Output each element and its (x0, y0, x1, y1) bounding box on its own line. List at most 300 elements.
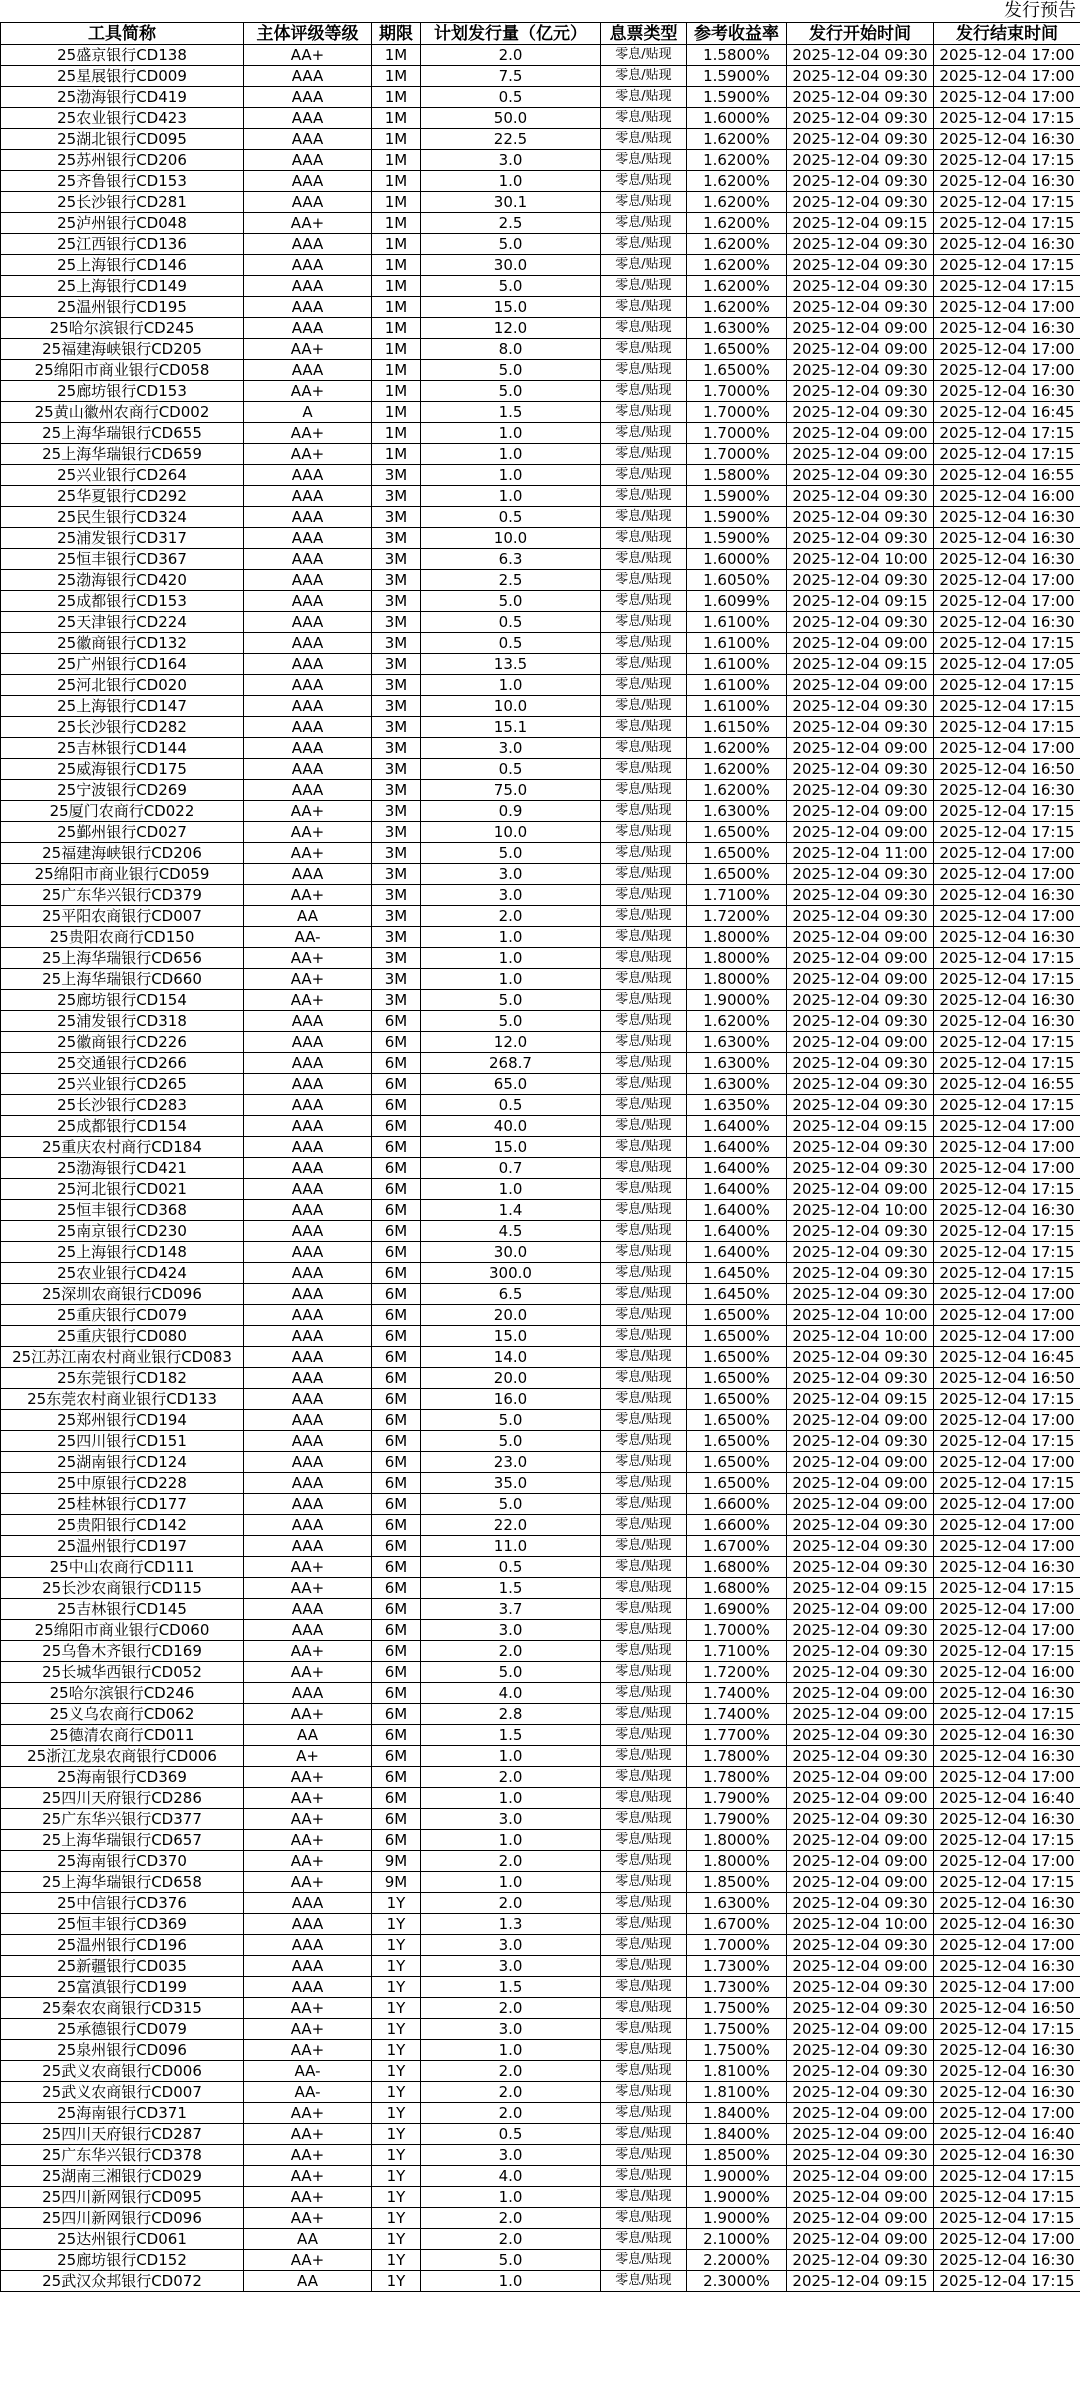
term-cell: 6M (372, 1704, 421, 1725)
yield-cell: 1.6600% (687, 1494, 787, 1515)
start-time-cell: 2025-12-04 09:30 (787, 171, 934, 192)
yield-cell: 1.7000% (687, 1935, 787, 1956)
yield-cell: 1.6500% (687, 1410, 787, 1431)
amount-cell: 10.0 (421, 822, 601, 843)
table-row (1, 192, 1080, 213)
instrument-cell: 25湖南三湘银行CD029 (1, 2166, 244, 2187)
instrument-cell: 25吉林银行CD144 (1, 738, 244, 759)
instrument-cell: 25长沙银行CD282 (1, 717, 244, 738)
instrument-cell: 25深圳农商银行CD096 (1, 1284, 244, 1305)
coupon-type-cell: 零息/贴现 (601, 2271, 687, 2292)
end-time-cell: 2025-12-04 17:15 (934, 696, 1080, 717)
amount-cell: 1.5 (421, 1725, 601, 1746)
instrument-cell: 25绵阳市商业银行CD060 (1, 1620, 244, 1641)
amount-cell: 20.0 (421, 1368, 601, 1389)
yield-cell: 1.6099% (687, 591, 787, 612)
end-time-cell: 2025-12-04 17:15 (934, 2271, 1080, 2292)
table-row (1, 1977, 1080, 1998)
end-time-cell: 2025-12-04 17:00 (934, 66, 1080, 87)
coupon-type-cell: 零息/贴现 (601, 444, 687, 465)
coupon-type-cell: 零息/贴现 (601, 843, 687, 864)
start-time-cell: 2025-12-04 09:30 (787, 2082, 934, 2103)
instrument-cell: 25四川新网银行CD095 (1, 2187, 244, 2208)
start-time-cell: 2025-12-04 09:30 (787, 1368, 934, 1389)
end-time-cell: 2025-12-04 17:15 (934, 1179, 1080, 1200)
amount-cell: 22.5 (421, 129, 601, 150)
instrument-cell: 25上海华瑞银行CD658 (1, 1872, 244, 1893)
amount-cell: 2.0 (421, 45, 601, 66)
instrument-cell: 25成都银行CD154 (1, 1116, 244, 1137)
yield-cell: 1.6200% (687, 297, 787, 318)
end-time-cell: 2025-12-04 16:30 (934, 381, 1080, 402)
header-end-time: 发行结束时间 (934, 23, 1080, 45)
start-time-cell: 2025-12-04 09:00 (787, 1473, 934, 1494)
coupon-type-cell: 零息/贴现 (601, 990, 687, 1011)
term-cell: 3M (372, 612, 421, 633)
rating-cell: AAA (244, 1158, 372, 1179)
end-time-cell: 2025-12-04 17:00 (934, 570, 1080, 591)
amount-cell: 5.0 (421, 360, 601, 381)
instrument-cell: 25温州银行CD197 (1, 1536, 244, 1557)
coupon-type-cell: 零息/贴现 (601, 1431, 687, 1452)
table-row (1, 1809, 1080, 1830)
yield-cell: 1.6400% (687, 1179, 787, 1200)
coupon-type-cell: 零息/贴现 (601, 171, 687, 192)
table-row (1, 45, 1080, 66)
rating-cell: AA+ (244, 822, 372, 843)
table-row (1, 1200, 1080, 1221)
table-row (1, 1095, 1080, 1116)
start-time-cell: 2025-12-04 09:00 (787, 1452, 934, 1473)
coupon-type-cell: 零息/贴现 (601, 1767, 687, 1788)
end-time-cell: 2025-12-04 17:00 (934, 45, 1080, 66)
end-time-cell: 2025-12-04 16:00 (934, 1662, 1080, 1683)
coupon-type-cell: 零息/贴现 (601, 1347, 687, 1368)
instrument-cell: 25廊坊银行CD152 (1, 2250, 244, 2271)
rating-cell: AAA (244, 1263, 372, 1284)
yield-cell: 1.6200% (687, 129, 787, 150)
coupon-type-cell: 零息/贴现 (601, 87, 687, 108)
end-time-cell: 2025-12-04 16:55 (934, 1074, 1080, 1095)
table-row (1, 2250, 1080, 2271)
term-cell: 1Y (372, 2103, 421, 2124)
coupon-type-cell: 零息/贴现 (601, 822, 687, 843)
instrument-cell: 25上海银行CD147 (1, 696, 244, 717)
term-cell: 6M (372, 1221, 421, 1242)
term-cell: 3M (372, 549, 421, 570)
rating-cell: AA- (244, 2082, 372, 2103)
end-time-cell: 2025-12-04 17:00 (934, 2229, 1080, 2250)
end-time-cell: 2025-12-04 16:30 (934, 2145, 1080, 2166)
table-row (1, 66, 1080, 87)
coupon-type-cell: 零息/贴现 (601, 864, 687, 885)
amount-cell: 5.0 (421, 2250, 601, 2271)
instrument-cell: 25哈尔滨银行CD246 (1, 1683, 244, 1704)
table-row (1, 1935, 1080, 1956)
amount-cell: 2.0 (421, 1893, 601, 1914)
table-row (1, 1011, 1080, 1032)
coupon-type-cell: 零息/贴现 (601, 1914, 687, 1935)
coupon-type-cell: 零息/贴现 (601, 2229, 687, 2250)
rating-cell: AAA (244, 486, 372, 507)
instrument-cell: 25桂林银行CD177 (1, 1494, 244, 1515)
start-time-cell: 2025-12-04 09:30 (787, 255, 934, 276)
coupon-type-cell: 零息/贴现 (601, 780, 687, 801)
end-time-cell: 2025-12-04 17:00 (934, 2103, 1080, 2124)
amount-cell: 0.7 (421, 1158, 601, 1179)
yield-cell: 1.7100% (687, 885, 787, 906)
rating-cell: AAA (244, 360, 372, 381)
yield-cell: 1.7400% (687, 1704, 787, 1725)
term-cell: 1M (372, 297, 421, 318)
table-row (1, 801, 1080, 822)
rating-cell: AA+ (244, 1998, 372, 2019)
end-time-cell: 2025-12-04 17:15 (934, 948, 1080, 969)
term-cell: 1Y (372, 2124, 421, 2145)
start-time-cell: 2025-12-04 09:30 (787, 1893, 934, 1914)
term-cell: 3M (372, 528, 421, 549)
amount-cell: 5.0 (421, 1431, 601, 1452)
amount-cell: 14.0 (421, 1347, 601, 1368)
yield-cell: 1.6500% (687, 822, 787, 843)
term-cell: 1Y (372, 2145, 421, 2166)
end-time-cell: 2025-12-04 16:30 (934, 612, 1080, 633)
coupon-type-cell: 零息/贴现 (601, 2124, 687, 2145)
coupon-type-cell: 零息/贴现 (601, 1284, 687, 1305)
yield-cell: 1.7200% (687, 1662, 787, 1683)
coupon-type-cell: 零息/贴现 (601, 486, 687, 507)
term-cell: 6M (372, 1284, 421, 1305)
term-cell: 6M (372, 1389, 421, 1410)
table-row (1, 87, 1080, 108)
instrument-cell: 25南京银行CD230 (1, 1221, 244, 1242)
coupon-type-cell: 零息/贴现 (601, 1011, 687, 1032)
table-row (1, 108, 1080, 129)
coupon-type-cell: 零息/贴现 (601, 2208, 687, 2229)
end-time-cell: 2025-12-04 16:50 (934, 759, 1080, 780)
term-cell: 1M (372, 192, 421, 213)
term-cell: 6M (372, 1158, 421, 1179)
start-time-cell: 2025-12-04 09:30 (787, 129, 934, 150)
end-time-cell: 2025-12-04 17:15 (934, 717, 1080, 738)
start-time-cell: 2025-12-04 09:30 (787, 1998, 934, 2019)
rating-cell: AA+ (244, 1872, 372, 1893)
rating-cell: AA+ (244, 1704, 372, 1725)
amount-cell: 6.5 (421, 1284, 601, 1305)
start-time-cell: 2025-12-04 09:30 (787, 2040, 934, 2061)
amount-cell: 268.7 (421, 1053, 601, 1074)
end-time-cell: 2025-12-04 16:55 (934, 465, 1080, 486)
start-time-cell: 2025-12-04 09:30 (787, 1620, 934, 1641)
end-time-cell: 2025-12-04 16:45 (934, 1347, 1080, 1368)
rating-cell: AAA (244, 1431, 372, 1452)
instrument-cell: 25恒丰银行CD369 (1, 1914, 244, 1935)
yield-cell: 1.6300% (687, 318, 787, 339)
instrument-cell: 25鄞州银行CD027 (1, 822, 244, 843)
coupon-type-cell: 零息/贴现 (601, 45, 687, 66)
end-time-cell: 2025-12-04 17:00 (934, 1767, 1080, 1788)
start-time-cell: 2025-12-04 09:30 (787, 1935, 934, 1956)
table-row (1, 1179, 1080, 1200)
coupon-type-cell: 零息/贴现 (601, 885, 687, 906)
coupon-type-cell: 零息/贴现 (601, 1851, 687, 1872)
header-row (1, 23, 1080, 45)
instrument-cell: 25吉林银行CD145 (1, 1599, 244, 1620)
rating-cell: AAA (244, 1620, 372, 1641)
coupon-type-cell: 零息/贴现 (601, 360, 687, 381)
instrument-cell: 25海南银行CD370 (1, 1851, 244, 1872)
end-time-cell: 2025-12-04 16:30 (934, 2082, 1080, 2103)
start-time-cell: 2025-12-04 09:30 (787, 2250, 934, 2271)
rating-cell: AAA (244, 591, 372, 612)
rating-cell: AAA (244, 780, 372, 801)
end-time-cell: 2025-12-04 17:00 (934, 1137, 1080, 1158)
header-reference-yield: 参考收益率 (687, 23, 787, 45)
amount-cell: 2.0 (421, 1767, 601, 1788)
yield-cell: 1.7700% (687, 1725, 787, 1746)
amount-cell: 1.5 (421, 402, 601, 423)
instrument-cell: 25广东华兴银行CD377 (1, 1809, 244, 1830)
yield-cell: 1.9000% (687, 2187, 787, 2208)
coupon-type-cell: 零息/贴现 (601, 1032, 687, 1053)
amount-cell: 1.0 (421, 2040, 601, 2061)
amount-cell: 30.0 (421, 1242, 601, 1263)
term-cell: 1M (372, 45, 421, 66)
instrument-cell: 25贵阳农商行CD150 (1, 927, 244, 948)
yield-cell: 1.7800% (687, 1746, 787, 1767)
amount-cell: 0.5 (421, 1095, 601, 1116)
term-cell: 1Y (372, 2229, 421, 2250)
table-row (1, 591, 1080, 612)
instrument-cell: 25恒丰银行CD367 (1, 549, 244, 570)
table-row (1, 1473, 1080, 1494)
start-time-cell: 2025-12-04 09:00 (787, 2166, 934, 2187)
end-time-cell: 2025-12-04 17:15 (934, 444, 1080, 465)
start-time-cell: 2025-12-04 09:00 (787, 1704, 934, 1725)
yield-cell: 1.6500% (687, 1473, 787, 1494)
instrument-cell: 25宁波银行CD269 (1, 780, 244, 801)
end-time-cell: 2025-12-04 17:15 (934, 2187, 1080, 2208)
term-cell: 1Y (372, 1935, 421, 1956)
instrument-cell: 25温州银行CD196 (1, 1935, 244, 1956)
rating-cell: AAA (244, 1977, 372, 1998)
amount-cell: 3.0 (421, 1809, 601, 1830)
amount-cell: 1.0 (421, 423, 601, 444)
table-row (1, 1599, 1080, 1620)
term-cell: 1Y (372, 2250, 421, 2271)
rating-cell: AAA (244, 1011, 372, 1032)
yield-cell: 1.6500% (687, 1347, 787, 1368)
table-row (1, 1914, 1080, 1935)
amount-cell: 2.0 (421, 2082, 601, 2103)
rating-cell: AA+ (244, 2019, 372, 2040)
table-row (1, 1578, 1080, 1599)
end-time-cell: 2025-12-04 17:15 (934, 213, 1080, 234)
term-cell: 3M (372, 465, 421, 486)
yield-cell: 1.6400% (687, 1221, 787, 1242)
amount-cell: 1.0 (421, 969, 601, 990)
instrument-cell: 25福建海峡银行CD206 (1, 843, 244, 864)
start-time-cell: 2025-12-04 09:30 (787, 192, 934, 213)
amount-cell: 5.0 (421, 276, 601, 297)
instrument-cell: 25乌鲁木齐银行CD169 (1, 1641, 244, 1662)
instrument-cell: 25温州银行CD195 (1, 297, 244, 318)
table-row (1, 339, 1080, 360)
rating-cell: AAA (244, 465, 372, 486)
instrument-cell: 25武义农商银行CD007 (1, 2082, 244, 2103)
coupon-type-cell: 零息/贴现 (601, 150, 687, 171)
instrument-cell: 25新疆银行CD035 (1, 1956, 244, 1977)
rating-cell: AAA (244, 171, 372, 192)
start-time-cell: 2025-12-04 09:30 (787, 1977, 934, 1998)
coupon-type-cell: 零息/贴现 (601, 129, 687, 150)
term-cell: 6M (372, 1473, 421, 1494)
term-cell: 1Y (372, 2040, 421, 2061)
page-title: 发行预告 (1004, 0, 1076, 21)
rating-cell: AA+ (244, 990, 372, 1011)
instrument-cell: 25中山农商行CD111 (1, 1557, 244, 1578)
rating-cell: AAA (244, 1410, 372, 1431)
end-time-cell: 2025-12-04 17:00 (934, 1116, 1080, 1137)
amount-cell: 0.5 (421, 507, 601, 528)
term-cell: 1Y (372, 2061, 421, 2082)
yield-cell: 1.6500% (687, 1326, 787, 1347)
amount-cell: 3.7 (421, 1599, 601, 1620)
table-row (1, 150, 1080, 171)
start-time-cell: 2025-12-04 10:00 (787, 1305, 934, 1326)
rating-cell: AAA (244, 549, 372, 570)
coupon-type-cell: 零息/贴现 (601, 66, 687, 87)
yield-cell: 1.6200% (687, 171, 787, 192)
start-time-cell: 2025-12-04 10:00 (787, 1326, 934, 1347)
table-row (1, 1851, 1080, 1872)
end-time-cell: 2025-12-04 16:50 (934, 1998, 1080, 2019)
amount-cell: 1.0 (421, 1872, 601, 1893)
yield-cell: 1.7000% (687, 423, 787, 444)
amount-cell: 3.0 (421, 1935, 601, 1956)
rating-cell: AAA (244, 255, 372, 276)
yield-cell: 1.7200% (687, 906, 787, 927)
instrument-cell: 25四川银行CD151 (1, 1431, 244, 1452)
end-time-cell: 2025-12-04 17:15 (934, 1263, 1080, 1284)
start-time-cell: 2025-12-04 09:00 (787, 1872, 934, 1893)
end-time-cell: 2025-12-04 16:30 (934, 2040, 1080, 2061)
coupon-type-cell: 零息/贴现 (601, 192, 687, 213)
term-cell: 6M (372, 1116, 421, 1137)
end-time-cell: 2025-12-04 16:30 (934, 129, 1080, 150)
yield-cell: 2.2000% (687, 2250, 787, 2271)
rating-cell: AA- (244, 2061, 372, 2082)
table-row (1, 696, 1080, 717)
rating-cell: AA+ (244, 339, 372, 360)
term-cell: 3M (372, 633, 421, 654)
coupon-type-cell: 零息/贴现 (601, 2250, 687, 2271)
amount-cell: 1.0 (421, 171, 601, 192)
coupon-type-cell: 零息/贴现 (601, 1389, 687, 1410)
start-time-cell: 2025-12-04 09:00 (787, 2103, 934, 2124)
amount-cell: 35.0 (421, 1473, 601, 1494)
amount-cell: 2.0 (421, 2103, 601, 2124)
term-cell: 1M (372, 318, 421, 339)
yield-cell: 1.6100% (687, 696, 787, 717)
table-row (1, 1284, 1080, 1305)
instrument-cell: 25徽商银行CD226 (1, 1032, 244, 1053)
instrument-cell: 25泉州银行CD096 (1, 2040, 244, 2061)
term-cell: 1Y (372, 1956, 421, 1977)
term-cell: 6M (372, 1410, 421, 1431)
yield-cell: 2.1000% (687, 2229, 787, 2250)
rating-cell: AAA (244, 864, 372, 885)
amount-cell: 2.0 (421, 2061, 601, 2082)
rating-cell: AAA (244, 675, 372, 696)
table-row (1, 822, 1080, 843)
start-time-cell: 2025-12-04 09:30 (787, 1536, 934, 1557)
start-time-cell: 2025-12-04 09:30 (787, 276, 934, 297)
end-time-cell: 2025-12-04 17:00 (934, 906, 1080, 927)
amount-cell: 5.0 (421, 1410, 601, 1431)
yield-cell: 1.5900% (687, 87, 787, 108)
table-row (1, 1137, 1080, 1158)
yield-cell: 1.6700% (687, 1914, 787, 1935)
table-row (1, 1368, 1080, 1389)
table-row (1, 1431, 1080, 1452)
rating-cell: AAA (244, 1326, 372, 1347)
rating-cell: AAA (244, 738, 372, 759)
table-row (1, 1746, 1080, 1767)
coupon-type-cell: 零息/贴现 (601, 738, 687, 759)
term-cell: 6M (372, 1179, 421, 1200)
end-time-cell: 2025-12-04 17:00 (934, 1977, 1080, 1998)
end-time-cell: 2025-12-04 17:00 (934, 591, 1080, 612)
rating-cell: AA+ (244, 843, 372, 864)
coupon-type-cell: 零息/贴现 (601, 1725, 687, 1746)
term-cell: 6M (372, 1074, 421, 1095)
amount-cell: 6.3 (421, 549, 601, 570)
header-coupon-type: 息票类型 (601, 23, 687, 45)
yield-cell: 1.7300% (687, 1956, 787, 1977)
end-time-cell: 2025-12-04 16:30 (934, 2250, 1080, 2271)
instrument-cell: 25绵阳市商业银行CD059 (1, 864, 244, 885)
instrument-cell: 25福建海峡银行CD205 (1, 339, 244, 360)
term-cell: 1Y (372, 1998, 421, 2019)
end-time-cell: 2025-12-04 17:15 (934, 1641, 1080, 1662)
amount-cell: 1.4 (421, 1200, 601, 1221)
instrument-cell: 25长沙银行CD281 (1, 192, 244, 213)
header-start-time: 发行开始时间 (787, 23, 934, 45)
term-cell: 1M (372, 339, 421, 360)
amount-cell: 22.0 (421, 1515, 601, 1536)
coupon-type-cell: 零息/贴现 (601, 1137, 687, 1158)
table-row (1, 465, 1080, 486)
yield-cell: 1.7900% (687, 1809, 787, 1830)
coupon-type-cell: 零息/贴现 (601, 1956, 687, 1977)
start-time-cell: 2025-12-04 09:30 (787, 864, 934, 885)
rating-cell: AAA (244, 150, 372, 171)
term-cell: 1Y (372, 2166, 421, 2187)
yield-cell: 1.6200% (687, 780, 787, 801)
start-time-cell: 2025-12-04 09:30 (787, 2061, 934, 2082)
term-cell: 3M (372, 759, 421, 780)
instrument-cell: 25兴业银行CD264 (1, 465, 244, 486)
amount-cell: 0.5 (421, 2124, 601, 2145)
rating-cell: AA+ (244, 1851, 372, 1872)
coupon-type-cell: 零息/贴现 (601, 2145, 687, 2166)
rating-cell: AAA (244, 633, 372, 654)
term-cell: 6M (372, 1011, 421, 1032)
yield-cell: 1.6200% (687, 255, 787, 276)
table-row (1, 1788, 1080, 1809)
start-time-cell: 2025-12-04 09:00 (787, 318, 934, 339)
